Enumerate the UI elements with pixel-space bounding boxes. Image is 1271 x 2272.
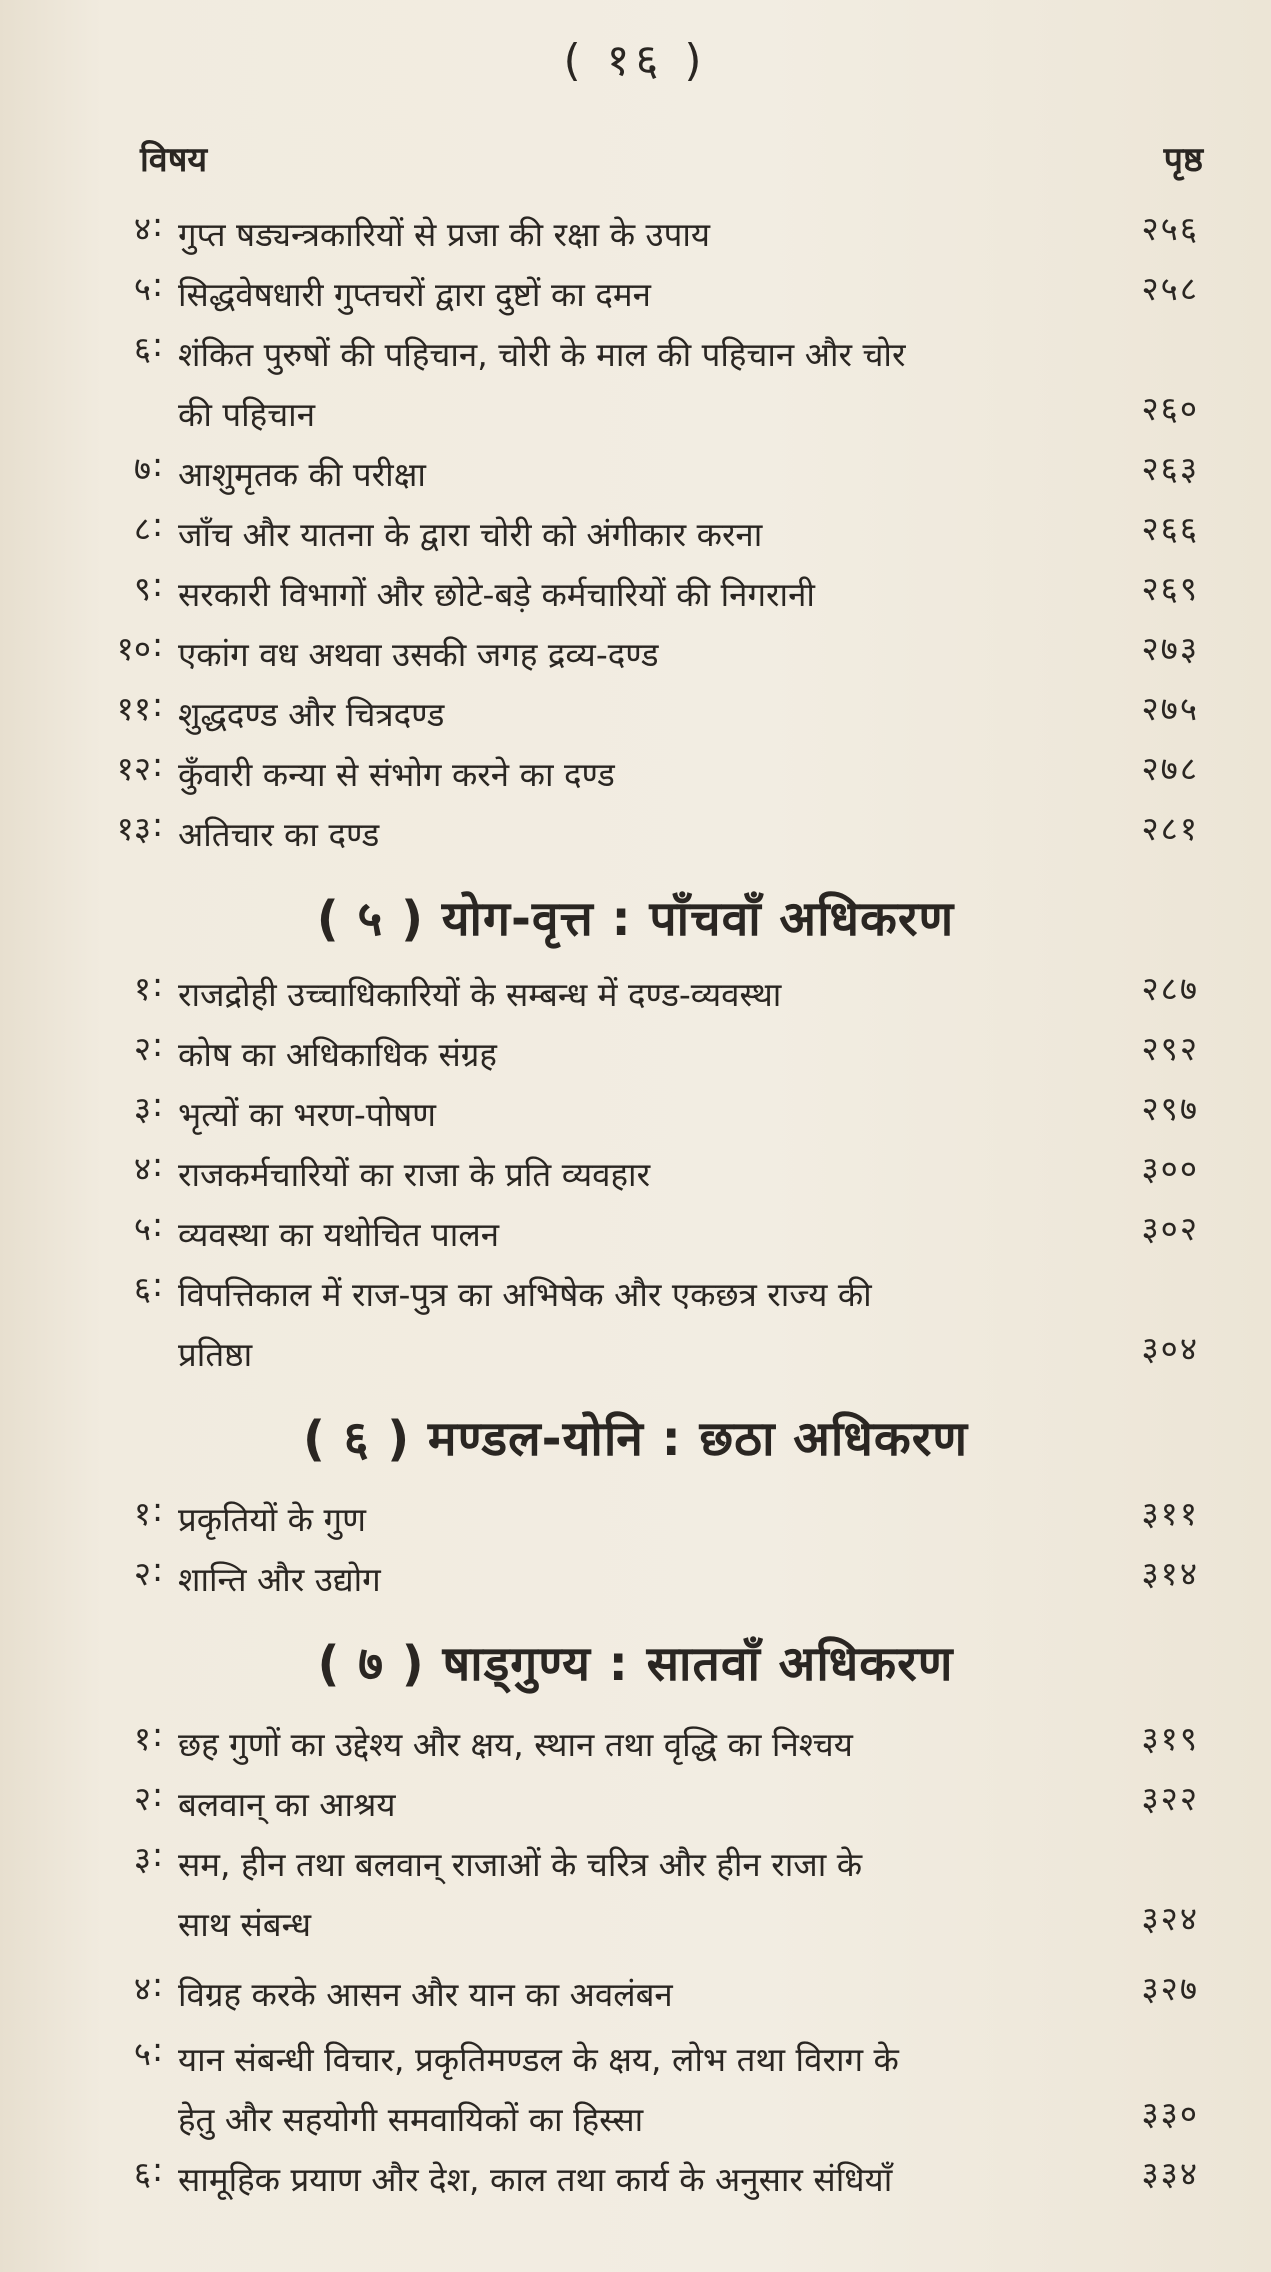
entry-page: २९७ xyxy=(1141,1089,1199,1128)
entry-number: ३ xyxy=(133,1839,151,1878)
entry-colon: : xyxy=(152,325,164,364)
entry-title: यान संबन्धी विचार, प्रकृतिमण्डल के क्षय, लोभ तथा विराग के xyxy=(178,2040,899,2079)
entry-colon: : xyxy=(152,1965,164,2004)
entry-number: ७ xyxy=(133,449,151,488)
entry-colon: : xyxy=(152,965,164,1004)
entry-title: कुँवारी कन्या से संभोग करने का दण्ड xyxy=(178,755,615,794)
entry-title-line2: हेतु और सहयोगी समवायिकों का हिस्सा xyxy=(178,2100,644,2139)
entry-title: शंकित पुरुषों की पहिचान, चोरी के माल की पहिचान और चोर xyxy=(178,335,906,374)
section-heading: ( ७ ) षाड्गुण्य : सातवाँ अधिकरण xyxy=(317,1636,954,1692)
entry-page: २७३ xyxy=(1141,629,1199,668)
entry-title: गुप्त षड्यन्त्रकारियों से प्रजा की रक्षा के उपाय xyxy=(178,215,711,254)
entry-page: ३२२ xyxy=(1141,1779,1199,1818)
entry-page: २९२ xyxy=(1141,1029,1199,1068)
entry-title: प्रकृतियों के गुण xyxy=(178,1500,366,1539)
entry-title: कोष का अधिकाधिक संग्रह xyxy=(178,1035,497,1074)
entry-title: व्यवस्था का यथोचित पालन xyxy=(178,1215,500,1254)
entry-colon: : xyxy=(152,625,164,664)
page-number: ( १६ ) xyxy=(563,35,708,86)
entry-number: ५ xyxy=(133,269,151,308)
entry-page: ३१४ xyxy=(1141,1554,1199,1593)
entry-colon: : xyxy=(152,505,164,544)
entry-number: २ xyxy=(133,1779,151,1818)
entry-colon: : xyxy=(152,565,164,604)
entry-colon: : xyxy=(152,805,164,844)
entry-colon: : xyxy=(152,1775,164,1814)
entry-number: १ xyxy=(133,1719,151,1758)
entry-colon: : xyxy=(152,1550,164,1589)
entry-page: ३०४ xyxy=(1141,1329,1199,1368)
entry-page: २८७ xyxy=(1141,969,1199,1008)
entry-colon: : xyxy=(152,2150,164,2189)
entry-title: सिद्धवेषधारी गुप्तचरों द्वारा दुष्टों का दमन xyxy=(178,275,651,314)
section-heading: ( ५ ) योग-वृत्त : पाँचवाँ अधिकरण xyxy=(316,891,955,947)
entry-page: २६९ xyxy=(1141,569,1199,608)
column-header-page: पृष्ठ xyxy=(1163,140,1203,180)
entry-number: ५ xyxy=(133,1209,151,1248)
entry-number: १३ xyxy=(116,809,151,848)
entry-number: १ xyxy=(133,969,151,1008)
entry-colon: : xyxy=(152,1085,164,1124)
entry-title: राजकर्मचारियों का राजा के प्रति व्यवहार xyxy=(178,1155,651,1194)
entry-page: ३२७ xyxy=(1141,1969,1199,2008)
entry-number: ६ xyxy=(133,2154,151,2193)
entry-colon: : xyxy=(152,1025,164,1064)
entry-colon: : xyxy=(152,1265,164,1304)
entry-page: २६३ xyxy=(1141,449,1199,488)
entry-number: ६ xyxy=(133,329,151,368)
entry-title: शुद्धदण्ड और चित्रदण्ड xyxy=(178,695,445,734)
entry-title: राजद्रोही उच्चाधिकारियों के सम्बन्ध में दण्ड-व्यवस्था xyxy=(178,975,782,1014)
entry-colon: : xyxy=(152,745,164,784)
entry-title: विग्रह करके आसन और यान का अवलंबन xyxy=(178,1975,673,2014)
entry-page: २७५ xyxy=(1141,689,1199,728)
entry-page: ३१९ xyxy=(1141,1719,1199,1758)
entry-page: २५६ xyxy=(1141,209,1199,248)
entry-page: २६० xyxy=(1141,389,1199,428)
entry-number: ११ xyxy=(116,689,151,728)
entry-page: ३३४ xyxy=(1141,2154,1199,2193)
entry-page: ३२४ xyxy=(1141,1899,1199,1938)
entry-number: ५ xyxy=(133,2034,151,2073)
entry-number: ४ xyxy=(133,1149,151,1188)
entry-title: विपत्तिकाल में राज-पुत्र का अभिषेक और एकछत्र राज्य की xyxy=(178,1275,872,1314)
entry-colon: : xyxy=(152,1205,164,1244)
entry-page: ३०२ xyxy=(1141,1209,1199,1248)
entry-number: ९ xyxy=(133,569,151,608)
entry-colon: : xyxy=(152,1490,164,1529)
entry-title-line2: प्रतिष्ठा xyxy=(178,1335,253,1374)
entry-number: ८ xyxy=(133,509,151,548)
entry-number: २ xyxy=(133,1554,151,1593)
entry-title: भृत्यों का भरण-पोषण xyxy=(178,1095,437,1134)
entry-page: २८१ xyxy=(1141,809,1199,848)
entry-number: ४ xyxy=(133,209,151,248)
entry-number: १२ xyxy=(116,749,151,788)
entry-colon: : xyxy=(152,2030,164,2069)
entry-title: जाँच और यातना के द्वारा चोरी को अंगीकार करना xyxy=(178,515,763,554)
entry-number: ६ xyxy=(133,1269,151,1308)
entry-page: ३११ xyxy=(1141,1494,1199,1533)
entry-number: १० xyxy=(116,629,151,668)
entry-number: २ xyxy=(133,1029,151,1068)
entry-title-line2: साथ संबन्ध xyxy=(178,1905,312,1944)
entry-colon: : xyxy=(152,1145,164,1184)
column-header-subject: विषय xyxy=(140,140,208,180)
entry-colon: : xyxy=(152,1715,164,1754)
entry-colon: : xyxy=(152,205,164,244)
entry-title-line2: की पहिचान xyxy=(178,395,316,434)
entry-title: एकांग वध अथवा उसकी जगह द्रव्य-दण्ड xyxy=(178,635,659,674)
entry-number: ३ xyxy=(133,1089,151,1128)
entry-number: ४ xyxy=(133,1969,151,2008)
entry-page: ३३० xyxy=(1141,2094,1199,2133)
section-heading: ( ६ ) मण्डल-योनि : छठा अधिकरण xyxy=(302,1411,969,1467)
entry-page: २७८ xyxy=(1141,749,1199,788)
entry-title: आशुमृतक की परीक्षा xyxy=(178,455,426,494)
entry-number: १ xyxy=(133,1494,151,1533)
entry-colon: : xyxy=(152,685,164,724)
entry-title: छह गुणों का उद्देश्य और क्षय, स्थान तथा वृद्धि का निश्चय xyxy=(178,1725,853,1764)
entry-title: अतिचार का दण्ड xyxy=(178,815,380,854)
entry-title: सामूहिक प्रयाण और देश, काल तथा कार्य के अनुसार संधियाँ xyxy=(178,2160,893,2199)
entry-page: २५८ xyxy=(1141,269,1199,308)
entry-title: बलवान् का आश्रय xyxy=(178,1785,396,1824)
entry-title: सम, हीन तथा बलवान् राजाओं के चरित्र और हीन राजा के xyxy=(178,1845,863,1884)
entry-page: २६६ xyxy=(1141,509,1199,548)
entry-colon: : xyxy=(152,265,164,304)
entry-title: शान्ति और उद्योग xyxy=(178,1560,381,1599)
entry-page: ३०० xyxy=(1141,1149,1199,1188)
entry-colon: : xyxy=(152,445,164,484)
entry-title: सरकारी विभागों और छोटे-बड़े कर्मचारियों की निगरानी xyxy=(178,575,815,614)
entry-colon: : xyxy=(152,1835,164,1874)
